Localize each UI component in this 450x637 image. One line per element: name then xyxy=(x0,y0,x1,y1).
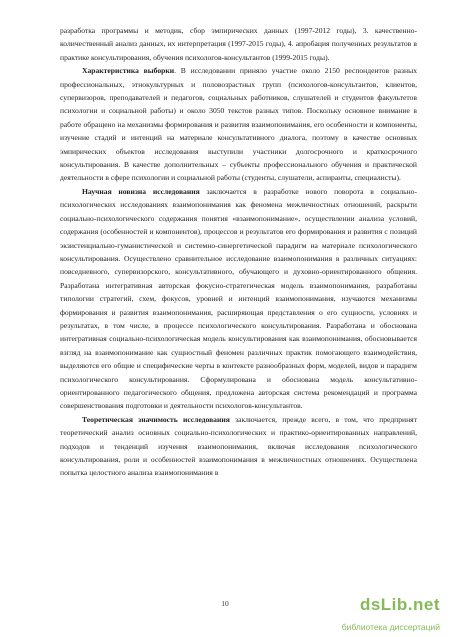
paragraph-sample xyxy=(60,64,417,185)
paragraph-heading: Теоретическая значимость исследования xyxy=(82,414,230,424)
paragraph-theoretical-significance xyxy=(60,413,417,480)
paragraph-text: заключается в разработке нового поворота в социально-психологических исследованиях взаимопонимания как феномена межличностных отношений, раскрыти социально-психологического содержания понятия «взаимопонимание», осуществлении анализа условий, содержания (особенностей и компонентов), процессов и результатов его формирования и развития с позиций экзистенциально-гуманистической и системно-синергетической парадигм на материале психологического консультирования. Осуществлено сравнительное исследование взаимопонимания в различных ситуациях: повседневного, супервизорского, консультативного, обучающего и духовно-ориентированного общения. Разработана интегративная авторская фокусно-стратегическая модель взаимопонимания, разработаны типологии стратегий, схем, фокусов, уровней и интенций взаимопонимания, изучаются механизмы формирования и развития взаимопонимания, расширяющая представления о его сущности, условиях и результатах, в том числе, в процессе психологического консультирования. Разработана и обоснована интегративная социально-психологическая модель консультирования как взаимопонимания, обосновывается взгляд на взаимопонимание как сущностный феномен различных практик помогающего взаимодействия, выделяются его общие и специфические черты в контексте разнообразных форм, моделей, видов и парадигм психологического консультирования. Сформулирована и обоснована модель консультативно-ориентированного педагогического общения, предложена авторская система рекомендаций и программа совершенствования подготовки и деятельности психологов-консультантов. xyxy=(60,186,417,411)
document-page xyxy=(60,24,417,480)
paragraph-heading: Характеристика выборки xyxy=(82,66,175,76)
paragraph-text: . В исследовании приняло участие около 2150 респондентов разных профессиональных, этнокультурных и половозрастных групп (психологов-консультантов, клиентов, супервизоров, преподавателей и педагогов, социальных работников, слушателей и студентов факультетов психологии и социальной работы) и около 3050 текстов разных типов. Поскольку основное внимание в работе обращено на механизмы формирования и развития взаимопонимания, его особенности и компоненты, изучение стадий и интенций на материале консультативного диалога, поэтому в качестве основных эмпирических объектов исследования выступили участники долгосрочного и краткосрочного консультирования. В качестве дополнительных – субъекты профессионального обучения и практической деятельности в сфере психологии и социальной работы (студенты, слушатели, аспиранты, специалисты). xyxy=(60,66,418,183)
page-number: 10 xyxy=(221,599,229,608)
paragraph-text: заключается, прежде всего, в том, что предпринят теоретический анализ основных социально-психологических и практико-ориентированных направлений, подходов и тенденций изучения взаимопонимания, включая исследования психологического консультирования, роли и особенностей взаимопонимания в межличностных отношениях. Осуществлена попытка целостного анализа взаимопонимания в xyxy=(60,414,417,478)
paragraph-text: разработка программы и методик, сбор эмпирических данных (1997-2012 годы), 3. качественно-количественный анализ данных, их интерпретация (1997-2015 годы), 4. апробация полученных результатов в практике консультирования, обучения психологов-консультантов (1999-2015 годы). xyxy=(60,26,417,62)
watermark-subtitle: библиотека диссертаций xyxy=(341,622,440,632)
watermark-logo: dsLib.net xyxy=(359,595,440,614)
paragraph-stages xyxy=(60,24,417,64)
paragraph-heading: Научная новизна исследования xyxy=(82,186,200,196)
paragraph-novelty xyxy=(60,185,417,413)
watermark[interactable] xyxy=(326,595,444,633)
